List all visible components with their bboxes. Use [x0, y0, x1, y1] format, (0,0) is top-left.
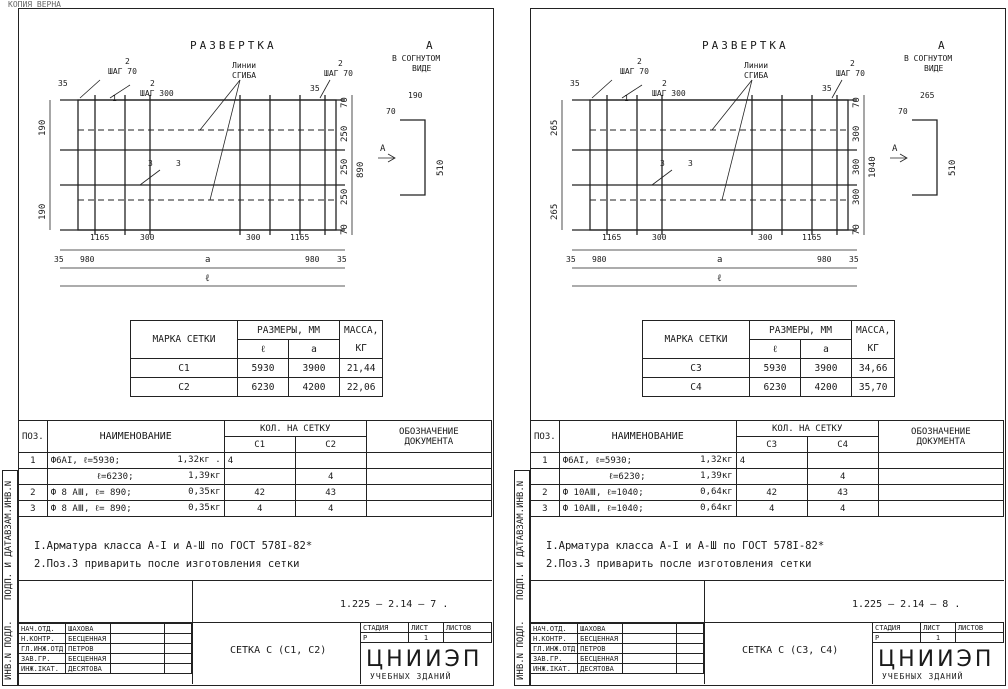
- pos-name-text: Ф 10АⅢ, ℓ=1040;: [562, 504, 644, 514]
- header-note: КОПИЯ ВЕРНА: [8, 0, 61, 9]
- dim-35-right: 35: [337, 255, 347, 264]
- step-70-label: ШАГ 70: [620, 67, 649, 76]
- pos-3b-callout: 3: [688, 159, 693, 168]
- pos-mass: 1,39кг: [188, 471, 221, 481]
- dim-35-bottom: 35: [54, 255, 64, 264]
- pos-mass: 0,64кг: [700, 487, 733, 497]
- spec-mass: 34,66: [852, 359, 895, 378]
- stamp-signature: [623, 644, 677, 654]
- spec-mark: С3: [643, 359, 750, 378]
- section-arrow-a: A: [380, 144, 386, 154]
- mesh-spec-table: [642, 320, 895, 397]
- spec-row: [643, 359, 895, 378]
- pos-row: [19, 501, 492, 517]
- pos-row: [531, 453, 1004, 469]
- pos-row: [19, 453, 492, 469]
- sheet-value: 1: [921, 633, 956, 643]
- doc-code: 1.225 – 2.14 – 7 .: [340, 599, 449, 610]
- drawing-title: РАЗВЕРТКА: [190, 39, 277, 52]
- stamp-role: ГЛ.ИНЖ.ОТД: [19, 644, 66, 654]
- dim-l: ℓ: [205, 273, 210, 284]
- stage-table: [360, 622, 492, 643]
- bend-dim-top: 265: [920, 91, 935, 100]
- pos-mass: 0,35кг: [188, 487, 221, 497]
- dim-980-right: 980: [305, 255, 320, 264]
- step-70-label-right: ШАГ 70: [836, 69, 865, 78]
- sheets-header: ЛИСТОВ: [955, 623, 1003, 633]
- dim-a: a: [205, 255, 211, 265]
- pos-doc: [366, 469, 491, 485]
- spec-header-mark: МАРКА СЕТКИ: [643, 321, 750, 359]
- pos-mass: 0,35кг: [188, 503, 221, 513]
- dim-300-right: 300: [758, 233, 773, 242]
- spec-header-mass-1: МАССА,: [340, 321, 383, 340]
- pos-q2: 4: [807, 501, 878, 517]
- pos-mass: 1,32кг .: [177, 455, 221, 465]
- pos-mass: 1,32кг: [700, 455, 733, 465]
- pos-1-callout: 1: [624, 94, 629, 103]
- view-a-label: А: [426, 39, 433, 52]
- pos-name: [47, 501, 224, 517]
- stamp-date: [165, 644, 192, 654]
- dim-300-left: 300: [652, 233, 667, 242]
- stamp-date: [677, 644, 704, 654]
- pos-name-text: Ф 8 АⅢ, ℓ= 890;: [50, 504, 132, 514]
- pos-header-doc-1: ОБОЗНАЧЕНИЕ: [399, 426, 459, 437]
- view-a-caption-2: ВИДЕ: [412, 64, 432, 73]
- stamp-date: [677, 664, 704, 674]
- stamp-person: БЕСЦЕННАЯ: [578, 634, 623, 644]
- dim-side-left-bottom: 190: [38, 203, 48, 220]
- stamp-date: [677, 634, 704, 644]
- dim-side-left-bottom: 265: [550, 203, 560, 220]
- dim-35-right-top: 35: [310, 84, 320, 93]
- pos-3b-callout: 3: [176, 159, 181, 168]
- pos-num: 1: [531, 453, 560, 469]
- pos-header-doc-2: ДОКУМЕНТА: [916, 436, 966, 447]
- pos-num: 2: [531, 485, 560, 501]
- spec-a: 4200: [289, 378, 340, 397]
- step-300-label: ШАГ 300: [652, 89, 686, 98]
- spec-mark: С4: [643, 378, 750, 397]
- pos-q2: 4: [807, 469, 878, 485]
- spec-mark: С2: [131, 378, 238, 397]
- pos-name: [47, 453, 224, 469]
- stamp-person: ПЕТРОВ: [66, 644, 111, 654]
- pos-q2: [807, 453, 878, 469]
- pos-name: [47, 469, 224, 485]
- spec-l: 6230: [750, 378, 801, 397]
- stamp-date: [677, 654, 704, 664]
- side-label-replace: ВЗАМ.ИНВ.N: [516, 480, 526, 535]
- signature-stamp: [18, 623, 192, 674]
- dim-35-bottom: 35: [566, 255, 576, 264]
- step-300-num: 2: [662, 79, 667, 88]
- spec-mass: 22,06: [340, 378, 383, 397]
- step-70-label-right: ШАГ 70: [324, 69, 353, 78]
- stage-value: Р: [873, 633, 921, 643]
- stamp-signature: [111, 634, 165, 644]
- pos-name-text: Ф 10АⅢ, ℓ=1040;: [562, 488, 644, 498]
- pos-num: [19, 469, 48, 485]
- spec-mass: 35,70: [852, 378, 895, 397]
- signature-stamp: [530, 623, 704, 674]
- pos-row: [19, 485, 492, 501]
- view-a-caption-2: ВИДЕ: [924, 64, 944, 73]
- sheets-value: [955, 633, 1003, 643]
- doc-code: 1.225 – 2.14 – 8 .: [852, 599, 961, 610]
- pos-q2: [295, 453, 366, 469]
- stamp-role: НАЧ.ОТД.: [531, 624, 578, 634]
- pos-doc: [878, 501, 1003, 517]
- bend-dim-top: 190: [408, 91, 423, 100]
- dim-a: a: [717, 255, 723, 265]
- org-subtitle: УЧЕБНЫХ ЗДАНИЙ: [882, 672, 964, 681]
- stage-header: СТАДИЯ: [361, 623, 409, 633]
- stamp-person: ШАХОВА: [578, 624, 623, 634]
- pos-name-text: Ф6АI, ℓ=5930;: [50, 456, 121, 466]
- pos-name: [559, 485, 736, 501]
- step-300-num: 2: [150, 79, 155, 88]
- pos-doc: [878, 485, 1003, 501]
- stamp-signature: [623, 654, 677, 664]
- pos-q1: 4: [224, 453, 295, 469]
- pos-num: 2: [19, 485, 48, 501]
- position-table: [530, 420, 1004, 517]
- org-logo: ЦНИИЭП: [366, 647, 483, 672]
- pos-q1: 4: [224, 501, 295, 517]
- stamp-person: ШАХОВА: [66, 624, 111, 634]
- pos-num: [531, 469, 560, 485]
- bend-dim-510: 510: [948, 159, 958, 176]
- dim-35-right-top: 35: [822, 84, 832, 93]
- stamp-signature: [623, 624, 677, 634]
- view-a-caption-1: В СОГНУТОМ: [904, 54, 953, 63]
- spec-mark: С1: [131, 359, 238, 378]
- bend-label-2: СГИБА: [744, 71, 769, 80]
- spec-mass: 21,44: [340, 359, 383, 378]
- pos-q2: 43: [807, 485, 878, 501]
- stage-header: СТАДИЯ: [873, 623, 921, 633]
- pos-q1: [736, 469, 807, 485]
- pos-3a-callout: 3: [148, 159, 153, 168]
- pos-name-text: ℓ=6230;: [96, 472, 134, 482]
- pos-mass: 0,64кг: [700, 503, 733, 513]
- pos-q1: 42: [224, 485, 295, 501]
- pos-header-pos: ПОЗ.: [531, 421, 560, 453]
- stamp-role: ЗАВ.ГР.: [531, 654, 578, 664]
- org-subtitle: УЧЕБНЫХ ЗДАНИЙ: [370, 672, 452, 681]
- spec-l: 6230: [238, 378, 289, 397]
- dim-side-right-3: 250: [340, 188, 350, 205]
- dim-35-top: 35: [58, 79, 68, 88]
- pos-q1: 42: [736, 485, 807, 501]
- pos-mass: 1,39кг: [700, 471, 733, 481]
- spec-a: 4200: [801, 378, 852, 397]
- spec-header-l: ℓ: [238, 340, 289, 359]
- bend-dim-510: 510: [436, 159, 446, 176]
- spec-a: 3900: [801, 359, 852, 378]
- pos-q2: 4: [295, 501, 366, 517]
- dim-side-right-1: 300: [852, 125, 862, 142]
- spec-header-sizes: РАЗМЕРЫ, ММ: [750, 321, 852, 340]
- pos-header-name: НАИМЕНОВАНИЕ: [47, 421, 224, 453]
- spec-header-l: ℓ: [750, 340, 801, 359]
- pos-doc: [878, 469, 1003, 485]
- spec-header-mass-2: КГ: [340, 340, 383, 359]
- pos-doc: [366, 453, 491, 469]
- dim-70-top: 70: [852, 97, 862, 108]
- dim-l: ℓ: [717, 273, 722, 284]
- pos-doc: [878, 453, 1003, 469]
- note-1: I.Арматура класса А-I и А-Ш по ГОСТ 578I-82*: [34, 540, 313, 552]
- stamp-role: Н.КОНТР.: [531, 634, 578, 644]
- pos-header-col2: С2: [295, 437, 366, 453]
- pos-name-text: ℓ=6230;: [608, 472, 646, 482]
- spec-row: [131, 378, 383, 397]
- drawing-title: РАЗВЕРТКА: [702, 39, 789, 52]
- stamp-signature: [623, 634, 677, 644]
- step-300-label: ШАГ 300: [140, 89, 174, 98]
- pos-header-col1: С3: [736, 437, 807, 453]
- pos-q1: [224, 469, 295, 485]
- bend-label-1: Линии: [232, 61, 257, 70]
- step-70-num: 2: [637, 57, 642, 66]
- stamp-signature: [111, 624, 165, 634]
- sheets-value: [443, 633, 491, 643]
- stamp-role: ГЛ.ИНЖ.ОТД: [531, 644, 578, 654]
- pos-header-doc-1: ОБОЗНАЧЕНИЕ: [911, 426, 971, 437]
- stamp-role: ИНЖ.IКАТ.: [19, 664, 66, 674]
- stage-value: Р: [361, 633, 409, 643]
- dim-70-bottom: 70: [340, 224, 350, 235]
- dim-300-right: 300: [246, 233, 261, 242]
- pos-header-qty: КОЛ. НА СЕТКУ: [224, 421, 366, 437]
- dim-side-left-top: 265: [550, 119, 560, 136]
- view-a-caption-1: В СОГНУТОМ: [392, 54, 441, 63]
- dim-overall: 1040: [868, 156, 878, 178]
- pos-num: 3: [531, 501, 560, 517]
- dim-70-bottom: 70: [852, 224, 862, 235]
- sheet-drawing-title: СЕТКА С (С3, С4): [742, 645, 839, 656]
- stamp-signature: [623, 664, 677, 674]
- sheets-header: ЛИСТОВ: [443, 623, 491, 633]
- pos-header-col1: С1: [224, 437, 295, 453]
- pos-name-text: Ф 8 АⅢ, ℓ= 890;: [50, 488, 132, 498]
- stage-table: [872, 622, 1004, 643]
- side-label-inv: ИНВ.N ПОДЛ.: [516, 620, 526, 680]
- note-2: 2.Поз.3 приварить после изготовления сетки: [34, 558, 300, 570]
- pos-row: [531, 469, 1004, 485]
- stamp-person: ДЕСЯТОВА: [66, 664, 111, 674]
- bend-dim-70: 70: [386, 107, 396, 116]
- step-70-num-right: 2: [338, 59, 343, 68]
- dim-35-top: 35: [570, 79, 580, 88]
- stamp-person: ДЕСЯТОВА: [578, 664, 623, 674]
- spec-row: [643, 378, 895, 397]
- side-label-replace: ВЗАМ.ИНВ.N: [4, 480, 14, 535]
- pos-q2: 4: [295, 469, 366, 485]
- note-1: I.Арматура класса А-I и А-Ш по ГОСТ 578I-82*: [546, 540, 825, 552]
- pos-header-doc: [366, 421, 491, 453]
- stamp-person: БЕСЦЕННАЯ: [66, 654, 111, 664]
- position-table: [18, 420, 492, 517]
- step-70-num: 2: [125, 57, 130, 66]
- bend-label-2: СГИБА: [232, 71, 257, 80]
- dim-980-right: 980: [817, 255, 832, 264]
- spec-a: 3900: [289, 359, 340, 378]
- pos-header-qty: КОЛ. НА СЕТКУ: [736, 421, 878, 437]
- sheet-header: ЛИСТ: [409, 623, 444, 633]
- stamp-role: ИНЖ.IКАТ.: [531, 664, 578, 674]
- drawing-sheet-left: [0, 0, 496, 689]
- dim-side-right-3: 300: [852, 188, 862, 205]
- pos-q1: 4: [736, 501, 807, 517]
- spec-header-a: a: [801, 340, 852, 359]
- title-block-vdivider: [192, 580, 193, 684]
- stamp-date: [165, 634, 192, 644]
- org-logo: ЦНИИЭП: [878, 647, 995, 672]
- stamp-person: ПЕТРОВ: [578, 644, 623, 654]
- pos-name: [559, 453, 736, 469]
- spec-header-a: a: [289, 340, 340, 359]
- stamp-date: [165, 624, 192, 634]
- sheet-header: ЛИСТ: [921, 623, 956, 633]
- pos-doc: [366, 485, 491, 501]
- pos-row: [19, 469, 492, 485]
- dim-70-top: 70: [340, 97, 350, 108]
- side-label-sign: ПОДП. И ДАТА: [516, 534, 526, 600]
- dim-side-left-top: 190: [38, 119, 48, 136]
- mesh-spec-table: [130, 320, 383, 397]
- pos-name: [559, 469, 736, 485]
- pos-num: 1: [19, 453, 48, 469]
- spec-header-mass-2: КГ: [852, 340, 895, 359]
- pos-name: [47, 485, 224, 501]
- pos-header-doc: [878, 421, 1003, 453]
- dim-1165-left: 1165: [602, 233, 622, 242]
- dim-overall: 890: [356, 161, 366, 178]
- spec-header-mark: МАРКА СЕТКИ: [131, 321, 238, 359]
- dim-300-left: 300: [140, 233, 155, 242]
- spec-row: [131, 359, 383, 378]
- stamp-date: [165, 654, 192, 664]
- title-block-vdivider: [704, 580, 705, 684]
- pos-name: [559, 501, 736, 517]
- stamp-person: БЕСЦЕННАЯ: [578, 654, 623, 664]
- dim-980-left: 980: [592, 255, 607, 264]
- pos-row: [531, 485, 1004, 501]
- pos-name-text: Ф6АI, ℓ=5930;: [562, 456, 633, 466]
- stamp-role: Н.КОНТР.: [19, 634, 66, 644]
- note-2: 2.Поз.3 приварить после изготовления сетки: [546, 558, 812, 570]
- dim-980-left: 980: [80, 255, 95, 264]
- view-a-label: А: [938, 39, 945, 52]
- dim-35-right: 35: [849, 255, 859, 264]
- bend-dim-70: 70: [898, 107, 908, 116]
- stamp-date: [165, 664, 192, 674]
- step-70-num-right: 2: [850, 59, 855, 68]
- spec-header-sizes: РАЗМЕРЫ, ММ: [238, 321, 340, 340]
- pos-3a-callout: 3: [660, 159, 665, 168]
- pos-q1: 4: [736, 453, 807, 469]
- dim-side-right-1: 250: [340, 125, 350, 142]
- stamp-signature: [111, 644, 165, 654]
- pos-doc: [366, 501, 491, 517]
- dim-side-right-2: 300: [852, 158, 862, 175]
- dim-1165-right: 1165: [802, 233, 822, 242]
- drawing-sheet-right: [512, 0, 1008, 689]
- sheet-value: 1: [409, 633, 444, 643]
- spec-header-mass-1: МАССА,: [852, 321, 895, 340]
- pos-num: 3: [19, 501, 48, 517]
- pos-q2: 43: [295, 485, 366, 501]
- dim-1165-left: 1165: [90, 233, 110, 242]
- stamp-role: ЗАВ.ГР.: [19, 654, 66, 664]
- stamp-date: [677, 624, 704, 634]
- stamp-signature: [111, 664, 165, 674]
- pos-header-col2: С4: [807, 437, 878, 453]
- step-70-label: ШАГ 70: [108, 67, 137, 76]
- side-label-inv: ИНВ.N ПОДЛ.: [4, 620, 14, 680]
- section-arrow-a: A: [892, 144, 898, 154]
- side-label-sign: ПОДП. И ДАТА: [4, 534, 14, 600]
- pos-row: [531, 501, 1004, 517]
- stamp-signature: [111, 654, 165, 664]
- pos-1-callout: 1: [112, 94, 117, 103]
- stamp-role: НАЧ.ОТД.: [19, 624, 66, 634]
- pos-header-name: НАИМЕНОВАНИЕ: [559, 421, 736, 453]
- sheet-drawing-title: СЕТКА С (С1, С2): [230, 645, 327, 656]
- dim-1165-right: 1165: [290, 233, 310, 242]
- dim-side-right-2: 250: [340, 158, 350, 175]
- pos-header-pos: ПОЗ.: [19, 421, 48, 453]
- bend-label-1: Линии: [744, 61, 769, 70]
- spec-l: 5930: [750, 359, 801, 378]
- pos-header-doc-2: ДОКУМЕНТА: [404, 436, 454, 447]
- stamp-person: БЕСЦЕННАЯ: [66, 634, 111, 644]
- spec-l: 5930: [238, 359, 289, 378]
